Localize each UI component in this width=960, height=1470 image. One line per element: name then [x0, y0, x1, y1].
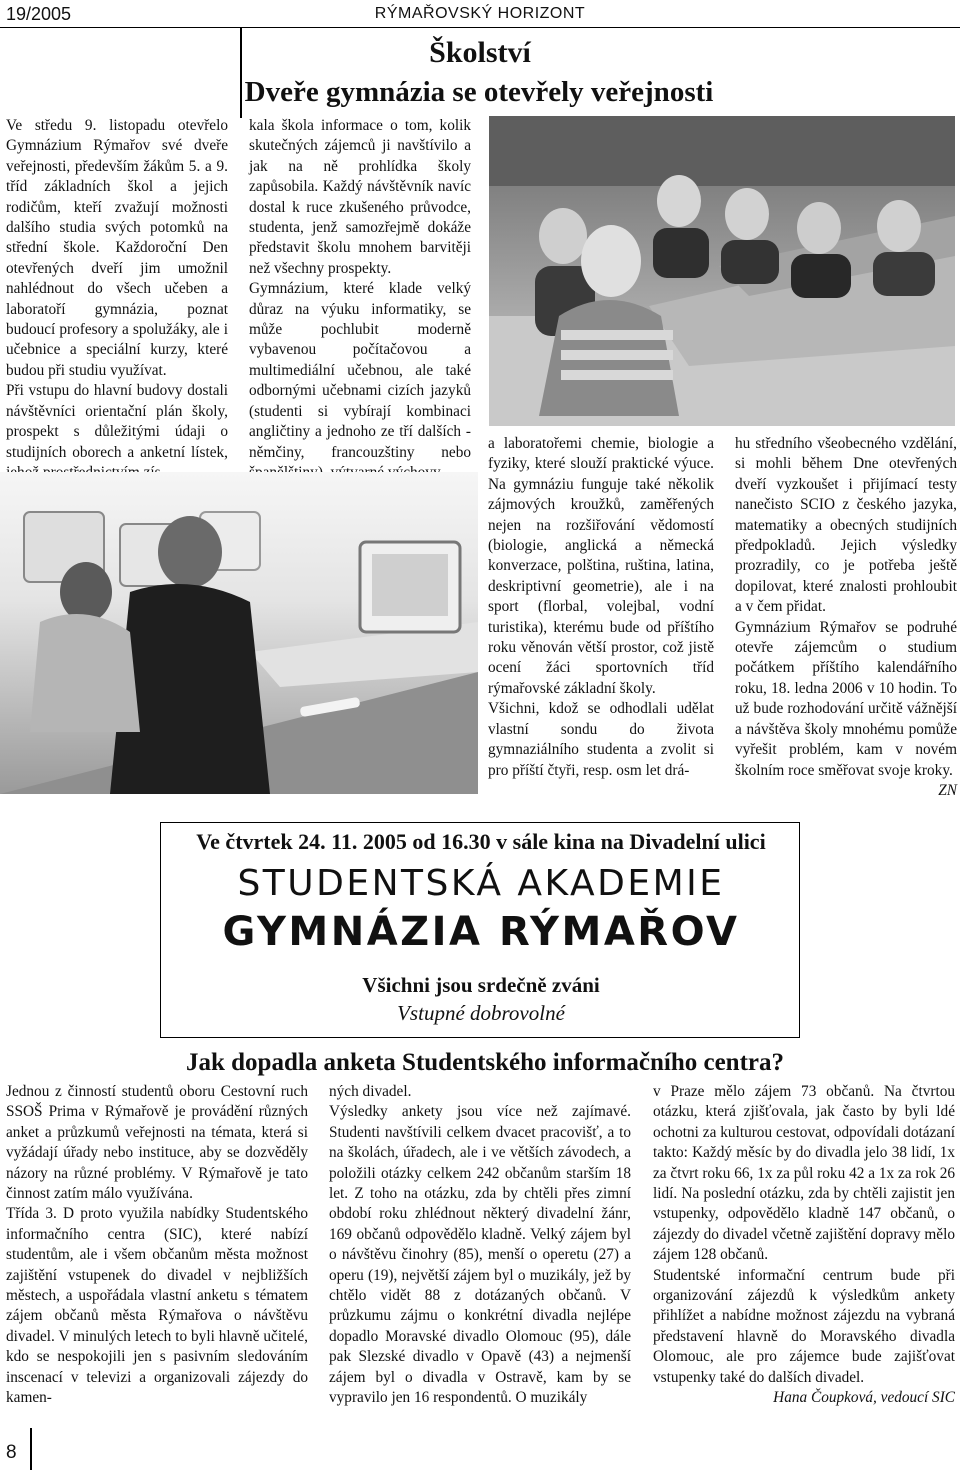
article-column-1: [6, 116, 228, 483]
event-title-line-2: GYMNÁZIA RÝMAŘOV: [222, 909, 740, 955]
paragraph: Jednou z činností studentů oboru Cestovní ruch SSOŠ Prima v Rýmařově je provádění různých anket a průzkumů veřejnosti na témata, která si vyžádají úřady nebo instituce, aby se dozvěděly názory na různé problémy. V Rýmařově je tato činnost zatím málo využívána.: [6, 1083, 308, 1203]
paragraph: Výsledky ankety jsou více než zajímavé. Studenti navštívili celkem dvacet pracovišť, a to na školách, úřadech, ale i ve větších závodech, a položili otázky celkem 242 občanům starším 18 let. Z toho na otázku, zda by chtěli přes zimní období roku zhlédnout některý divadelní žánr, 169 občanů odpovědělo kladně. Velký zájem byl o návštěvu činohry (85), menší o operetu (27) a operu (19), největší zájem byl o muzikály, jež by chtělo vidět 88 z dotázaných občanů. V průzkumu zájmu o konkrétní divadla nejlépe dopadlo Moravské divadlo Olomouc (95), dále pak Slezské divadlo v Opavě (43) a nejmenší zájem byl o divadla v Ostravě, kam by se vypravilo jen 16 respondentů. O muzikály: [329, 1103, 631, 1407]
paragraph: Při vstupu do hlavní budovy dostali návštěvníci orientační plán školy, prospekt s důležitými údaji o studijních oborech a anketní lístek,: [6, 382, 228, 461]
article-column-2: [249, 116, 471, 483]
paragraph: a laboratořemi chemie, biologie a fyziky, které slouží praktické výuce. Na gymnáziu funguje také několik zájmových kroužků, zaměřených nejen na rozšiřování vědomostí (biologie, anglická a německá konverzace, polština, ruština, latina, deskriptivní geometrie), ale i na sport (florbal, volejbal, vodní turistika), kterému bude od příštího roku věnován větší prostor, což jistě ocení žáci sportovních tříd rýmařovské základní školy.: [488, 435, 714, 697]
paragraph: Gymnázium Rýmařov se podruhé otevře zájemcům o studium počátkem příštího kalendářního roku, 18. ledna 2006 v 10 hodin. To už bude rozhodování určitě vážnější a návštěva školy mnohému pomůže vyřešit problém, kam v novém školním roce směřovat svoje kroky.: [735, 618, 957, 779]
paragraph: ných divadel.: [329, 1083, 412, 1100]
classroom-photo: [489, 116, 955, 426]
paragraph: v Praze mělo zájem 73 občanů. Na čtvrtou otázku, která zjišťovala, jak často by byli ldé ochotni za kulturou cestovat, odpovídali dotázaní takto: Každý měsíc by do divadla jelo 38 lidí, 1x za čtvrt roku 66, 1x za půl roku 42 a 1x za rok 26 lidí. Na poslední otázku, zda by chtěli zajistit jen vstupenky, odpovědělo kladně 147 občanů, o zájezdy do divadel včetně zajištění dopravy mělo zájem 128 občanů.: [653, 1083, 955, 1264]
event-invitation: Všichni jsou srdečně zváni: [362, 973, 600, 997]
paragraph: kala škola informace o tom, kolik skutečných zájemců ji navštívilo a jak na ně prohlídka školy zapůsobila. Každý návštěvník navíc dostal k ruce zkušeného průvodce, studenta, jenž samozřejmě dokáže představit školu mnohem barvitěji než všechny prospekty.: [249, 117, 471, 277]
page-number: 8: [6, 1442, 17, 1463]
event-date-line: Ve čtvrtek 24. 11. 2005 od 16.30 v sále kina na Divadelní ulici: [196, 829, 766, 854]
event-entry-fee: Vstupné dobrovolné: [397, 1001, 565, 1025]
survey-column-1: [6, 1082, 308, 1409]
event-announcement-box: [160, 822, 800, 1038]
paragraph: Třída 3. D proto využila nabídky Studentského informačního centra (SIC), které nabízí studentům, ale i všem občanům města možnost zajištění vstupenek do divadel v nejbližších městech, a uspořádala vlastní anketu s tématem zájem občanů města Rýmařova o návštěvu divadel. V minulých letech to byli hlavně učitelé, kdo se nespokojili jen s pasivním sledováním inscenací v televizi a organizovali zájezdy do kamen-: [6, 1205, 308, 1407]
newspaper-name: RÝMAŘOVSKÝ HORIZONT: [374, 5, 586, 22]
paragraph: Studentské informační centrum bude při organizování zájezdů k výsledkům ankety přihlížet a nabídne možnost zájezdu na vybraná představení hlavně do Moravského divadla Olomouc, ale pro zájemce bude zajišťovat vstupenky také do dalších divadel.: [653, 1266, 955, 1386]
survey-signature: Hana Čoupková, vedoucí SIC: [773, 1389, 955, 1407]
computer-lab-photo-image: [0, 472, 478, 794]
classroom-photo-image: [489, 116, 955, 426]
article-column-4: [735, 434, 957, 801]
section-title: Školství: [429, 36, 531, 69]
paragraph: Všichni, kdož se odhodlali udělat vlastní sondu do života gymnaziálního studenta a zvolit si pro příští čtyři, resp. osm let drá-: [488, 700, 714, 779]
article-column-3: [488, 434, 714, 781]
column-rule-top: [240, 28, 242, 118]
column-rule-bottom: [30, 1428, 32, 1470]
paragraph: Gymnázium, které klade velký důraz na výuku informatiky, se může pochlubit moderně vybavenou počítačovou a multimediální učebnou, ale také odbornými učebnami cizích jazyků (studenti si vybírají kombinaci angličtiny a jednoho ze tří dalších - němčiny, francouzštiny nebo: [249, 280, 471, 461]
article-signature: ZN: [938, 781, 957, 799]
survey-column-3: [653, 1082, 955, 1409]
paragraph: Ve středu 9. listopadu otevřelo Gymnázium Rýmařov své dveře veřejnosti, především žákům 5. a 9. tříd základních škol a jejich rodičům, kteří zvažují možnosti dalšího studia svých potomků na střední škole. Každoroční Den otevřených dveří jim umožnil nahlédnout do všech učeben a laboratoří gymnázia, poznat budoucí profesory a spolužáky, ale i učebnice a speciální kurzy, které budou při studiu využívat.: [6, 117, 228, 379]
paragraph: hu středního všeobecného vzdělání, si mohli během Dne otevřených dveří vyzkoušet i přijímací testy nanečisto SCIO z českého jazyka, matematiky a obecných studijních předpokladů. Jejich výsledky prozradily, co je potřeba ještě dopilovat, které znalosti prohloubit a v čem přidat.: [735, 435, 957, 616]
issue-number: 19/2005: [6, 4, 72, 24]
computer-lab-photo: [0, 472, 478, 794]
survey-column-2: [329, 1082, 631, 1409]
event-title-line-1: STUDENTSKÁ AKADEMIE: [237, 863, 725, 904]
survey-article-headline: Jak dopadla anketa Studentského informačního centra?: [186, 1049, 784, 1076]
running-header: [0, 0, 960, 28]
article-headline: Dveře gymnázia se otevřely veřejnosti: [244, 76, 714, 108]
